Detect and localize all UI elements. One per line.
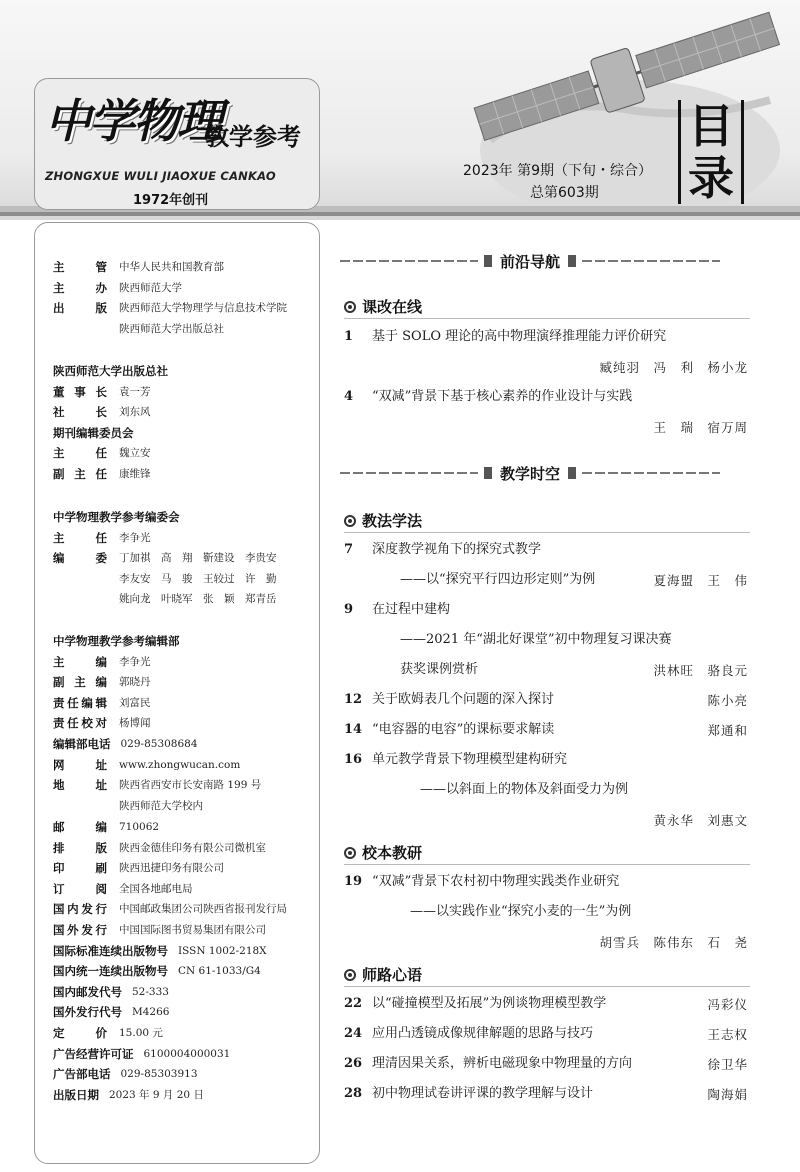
banner-dashes [340,260,478,262]
section-banner-teaching [340,462,720,484]
pub-row [53,528,277,549]
committee-heading: 期刊编辑委员会 [53,425,134,440]
article-title: “电容器的电容”的课标要求解读 [372,722,555,737]
banner-square-icon [484,467,492,479]
pub-label: 出 版 [53,301,107,316]
pub-label: 国内邮发代号 [53,984,122,999]
column-heading [344,964,422,985]
article-authors: 臧纯羽 冯 利 杨小龙 [599,360,748,375]
pub-row [53,1085,287,1106]
pub-label: 责任编辑 [53,695,107,710]
article-authors: 徐卫华 [707,1057,748,1072]
article-title: “双减”背景下基于核心素养的作业设计与实践 [372,389,633,404]
bullet-ring-icon [344,969,356,981]
section-title: 前沿导航 [500,252,561,271]
pub-row [53,298,287,319]
pub-label: 排 版 [53,840,107,855]
pub-label: 国外发行 [53,922,107,937]
section-banner-frontier [340,250,720,272]
page-number: 22 [344,996,363,1011]
page-number: 1 [344,329,354,344]
pub-value: 全国各地邮电局 [119,882,193,895]
press-block [53,361,168,485]
article-authors: 黄永华 刘惠文 [653,813,748,828]
toc-entry[interactable] [344,1055,750,1073]
article-subtitle: ——以斜面上的物体及斜面受力为例 [420,782,629,797]
article-title: 关于欧姆表几个问题的深入探讨 [372,692,555,707]
board-members-line: 李友安 马 骏 王较过 许 勤 [119,572,277,585]
page-number: 16 [344,752,363,767]
pub-value: 029-85303913 [120,1068,198,1081]
column-heading [344,296,422,317]
article-subtitle: 获奖课例赏析 [400,662,479,677]
pub-row [53,464,168,485]
banner-dashes [582,260,720,262]
column-rule [344,864,750,865]
column-title: 校本教研 [362,844,423,862]
toc-entry[interactable] [344,541,750,559]
pub-label: 广告部电话 [53,1067,111,1082]
article-subtitle: ——2021 年“湖北好课堂”初中物理复习课决赛 [400,632,672,647]
article-title: 单元教学背景下物理模型建构研究 [372,752,568,767]
pub-value: 郭晓丹 [119,676,151,689]
board-heading: 中学物理教学参考编委会 [53,510,180,524]
pub-value: 15.00 元 [119,1026,163,1039]
pub-row [53,652,261,673]
pub-row [53,1064,287,1085]
pub-row [53,838,287,859]
pub-value: 刘东风 [119,406,151,419]
column-rule [344,532,750,533]
pub-value: 康维锋 [119,467,151,480]
pub-label: 主 任 [53,446,107,461]
pub-value: 李争光 [119,531,151,544]
pub-label: 国际标准连续出版物号 [53,943,168,958]
founded-year: 1972年创刊 [133,193,209,208]
page-number: 26 [344,1056,363,1071]
pub-row [53,982,287,1003]
article-authors: 郑通和 [707,723,748,738]
pub-label: 地 址 [53,778,107,793]
pub-value: 6100004000031 [143,1047,231,1060]
toc-entry[interactable] [344,1085,750,1103]
article-title: 以“碰撞模型及拓展”为例谈物理模型教学 [372,996,607,1011]
pub-value: 魏立安 [119,447,151,460]
banner-square-icon [568,255,576,267]
pub-label: 主 任 [53,530,107,545]
pub-row [53,734,261,755]
column-title: 教法学法 [362,512,423,530]
pub-row [53,941,287,962]
toc-entry[interactable] [344,721,750,739]
page-number: 24 [344,1026,363,1041]
article-title: 理清因果关系，辨析电磁现象中物理量的方向 [372,1056,633,1071]
pub-value: 中华人民共和国教育部 [119,261,224,273]
pub-row [53,775,261,796]
page-number: 7 [344,542,354,557]
pub-value: 陕西迅捷印务有限公司 [119,862,224,875]
article-title: 深度教学视角下的探究式教学 [372,542,542,557]
toc-entry[interactable] [344,995,750,1013]
pub-row [53,755,261,776]
toc-entry[interactable] [344,601,750,619]
article-authors: 洪林旺 骆良元 [653,663,748,678]
pub-value: 李争光 [119,655,151,668]
pub-label: 国内发行 [53,902,107,917]
pub-value: 52-333 [132,985,169,998]
total-issue-number: 总第603期 [530,185,599,201]
pub-row [53,693,261,714]
pub-label: 编辑部电话 [53,736,111,751]
column-title: 师路心语 [362,966,423,984]
toc-title-char-1: 目 [688,99,734,153]
column-heading [344,510,422,531]
article-authors: 陶海娟 [707,1087,748,1102]
pub-value: 029-85308684 [120,737,198,750]
editorial-block [53,631,261,816]
section-title: 教学时空 [500,464,561,483]
pub-value: 中国国际图书贸易集团有限公司 [119,923,266,936]
article-authors: 夏海盟 王 伟 [653,573,748,588]
page-number: 12 [344,692,363,707]
article-title: 在过程中建构 [372,602,451,617]
pub-row [53,382,168,403]
board-members-line: 姚向龙 叶晓军 张 颖 郑青岳 [119,593,277,606]
page-number: 28 [344,1086,363,1101]
pub-row [53,257,287,278]
journal-logo [34,78,320,210]
pub-label: 订 阅 [53,881,107,896]
pub-row [53,402,168,423]
article-title: “双减”背景下农村初中物理实践类作业研究 [372,874,620,889]
article-authors: 王志权 [707,1027,748,1042]
pub-value: 陕西师范大学物理学与信息技术学院 [119,302,287,315]
pub-row [53,920,287,941]
pub-value: ISSN 1002-218X [178,944,267,957]
banner-square-icon [484,255,492,267]
toc-title-char-2: 录 [688,151,734,205]
article-authors: 陈小亮 [707,693,748,708]
pub-row [53,713,261,734]
banner-dashes [340,472,478,474]
issue-number: 2023年 第9期（下旬・综合） [463,163,652,179]
article-subtitle: ——以实践作业“探究小麦的一生”为例 [410,904,632,919]
pub-value: 陕西金德佳印务有限公司微机室 [119,841,266,854]
pub-label: 国内统一连续出版物号 [53,964,168,979]
bullet-ring-icon [344,847,356,859]
pub-label: 主 编 [53,654,107,669]
page-number: 19 [344,874,363,889]
toc-entry[interactable] [344,691,750,709]
pub-label: 副 主 任 [53,466,107,481]
pub-row [53,817,287,838]
article-title: 基于 SOLO 理论的高中物理演绎推理能力评价研究 [372,329,667,344]
column-rule [344,986,750,987]
pub-row [53,961,287,982]
toc-entry[interactable] [344,873,750,891]
page-number: 4 [344,389,354,404]
pub-label: 主 管 [53,260,107,274]
toc-title [678,100,744,204]
toc-entry[interactable] [344,388,750,406]
pub-row [53,1044,287,1065]
pub-row [53,548,277,569]
publication-info-panel [34,222,320,1164]
pub-label: 主 办 [53,280,107,295]
pub-label: 邮 编 [53,820,107,834]
article-authors: 冯彩仪 [707,997,748,1012]
article-authors: 王 瑞 宿万周 [653,420,748,435]
bullet-ring-icon [344,515,356,527]
pub-value: 陕西省西安市长安南路 199 号 [119,779,262,792]
pub-label: 定 价 [53,1025,107,1040]
logo-pinyin: ZHONGXUE WULI JIAOXUE CANKAO [45,169,276,183]
pub-value: 杨博闻 [119,717,151,730]
pub-label: 副 主 编 [53,675,107,690]
pub-value: M4266 [132,1006,170,1019]
pub-label: 国外发行代号 [53,1005,122,1020]
pub-label: 编 委 [53,551,107,566]
pub-row [53,1023,287,1044]
pub-label: 网 址 [53,757,107,772]
pub-value-continued: 陕西师范大学出版总社 [119,322,224,335]
pub-label: 出版日期 [53,1087,99,1102]
pub-row [53,1002,287,1023]
pub-value-continued: 陕西师范大学校内 [119,799,203,812]
article-authors: 胡雪兵 陈伟东 石 尧 [599,935,748,950]
article-title: 初中物理试卷讲评课的教学理解与设计 [372,1086,594,1101]
pub-value: CN 61-1033/G4 [178,965,261,978]
press-heading: 陕西师范大学出版总社 [53,364,168,378]
column-rule [344,318,750,319]
sponsor-block [53,257,287,339]
pub-value: 袁一芳 [119,385,151,398]
logo-main-title: 中学物理 [45,94,221,148]
details-block [53,817,287,1105]
page-number: 14 [344,722,363,737]
website-link[interactable]: www.zhongwucan.com [119,758,241,771]
article-subtitle: ——以“探究平行四边形定则”为例 [400,572,596,587]
header-stripe-dark [0,212,800,216]
pub-row [53,858,287,879]
pub-label: 社 长 [53,405,107,420]
pub-row [53,443,168,464]
toc-entry[interactable] [344,751,750,769]
banner-dashes [582,472,720,474]
toc-entry[interactable] [344,328,750,346]
pub-row [53,879,287,900]
pub-label: 董 事 长 [53,384,107,399]
pub-row [53,899,287,920]
page-number: 9 [344,602,354,617]
pub-label: 印 刷 [53,861,107,876]
pub-value: 2023 年 9 月 20 日 [109,1088,204,1101]
banner-square-icon [568,467,576,479]
pub-row [53,278,287,299]
board-block [53,507,277,610]
bullet-ring-icon [344,301,356,313]
logo-subtitle: 教学参考 [205,123,301,151]
column-heading [344,842,422,863]
board-members-line: 丁加祺 高 翔 靳建设 李贵安 [119,552,277,565]
editorial-heading: 中学物理教学参考编辑部 [53,634,180,648]
article-title: 应用凸透镜成像规律解题的思路与技巧 [372,1026,594,1041]
pub-value: 陕西师范大学 [119,281,182,294]
column-title: 课改在线 [362,298,423,316]
pub-value: 刘富民 [119,696,151,709]
toc-entry[interactable] [344,1025,750,1043]
pub-row [53,672,261,693]
pub-label: 责任校对 [53,716,107,731]
pub-value: 中国邮政集团公司陕西省报刊发行局 [119,903,287,916]
pub-label: 广告经营许可证 [53,1046,134,1061]
pub-value: 710062 [119,821,160,833]
